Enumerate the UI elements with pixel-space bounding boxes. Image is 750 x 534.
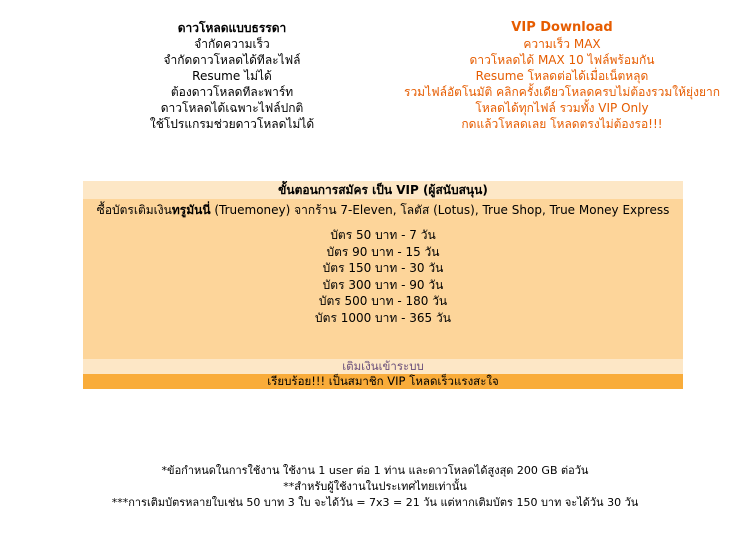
note-line: *ข้อกำหนดในการใช้งาน ใช้งาน 1 user ต่อ 1 ท่าน และดาวโหลดได้สูงสุด 200 GB ต่อวัน — [161, 464, 589, 477]
note-line: **สำหรับผู้ใช้งานในประเทศไทยเท่านั้น — [283, 480, 467, 493]
truemoney-brand: ทรูมันนี่ — [171, 203, 211, 217]
free-feature-item: จำกัดดาวโหลดได้ทีละไฟล์ — [163, 53, 301, 67]
signup-steps-body — [83, 199, 683, 359]
price-item: บัตร 1000 บาท - 365 วัน — [315, 310, 451, 325]
vip-feature-item: ความเร็ว MAX — [523, 37, 601, 51]
free-feature-item: Resume ไม่ได้ — [192, 69, 272, 83]
free-feature-item: จำกัดความเร็ว — [194, 37, 270, 51]
free-download-column — [82, 20, 382, 132]
vip-feature-item: ดาวโหลดได้ MAX 10 ไฟล์พร้อมกัน — [469, 53, 655, 67]
free-feature-item: ใช้โปรแกรมช่วยดาวโหลดไม่ได้ — [149, 117, 315, 131]
signup-steps-header: ขั้นตอนการสมัคร เป็น VIP (ผู้สนับสนุน) — [83, 181, 683, 199]
vip-signup-steps — [83, 181, 683, 389]
buy-card-instruction — [83, 201, 683, 219]
vip-feature-item: กดแล้วโหลดเลย โหลดตรงไม่ต้องรอ!!! — [461, 117, 663, 131]
free-feature-item: ดาวโหลดได้เฉพาะไฟล์ปกติ — [160, 101, 304, 115]
price-item: บัตร 90 บาท - 15 วัน — [326, 244, 440, 259]
buy-suffix: (Truemoney) จากร้าน 7-Eleven, โลตัส (Lotus), True Shop, True Money Express — [210, 203, 670, 217]
price-item: บัตร 500 บาท - 180 วัน — [318, 294, 448, 308]
price-item: บัตร 50 บาท - 7 วัน — [330, 228, 436, 242]
price-list — [83, 227, 683, 326]
vip-feature-item: โหลดได้ทุกไฟล์ รวมทั้ง VIP Only — [475, 101, 649, 115]
price-item: บัตร 300 บาท - 90 วัน — [322, 277, 444, 292]
note-line: ***การเติมบัตรหลายใบเช่น 50 บาท 3 ใบ จะได้วัน = 7x3 = 21 วัน แต่หากเติมบัตร 150 บาท จะได้วัน 30 วัน — [111, 496, 639, 509]
vip-download-column — [390, 20, 734, 132]
free-download-title: ดาวโหลดแบบธรรดา — [177, 21, 287, 35]
topup-step: เติมเงินเข้าระบบ — [83, 359, 683, 374]
done-step: เรียบร้อย!!! เป็นสมาชิก VIP โหลดเร็วแรงสะใจ — [83, 374, 683, 389]
terms-notes — [60, 463, 690, 511]
vip-download-title: VIP Download — [511, 20, 613, 35]
vip-feature-item: รวมไฟล์อัตโนมัติ คลิกครั้งเดียวโหลดครบไม่ต้องรวมให้ยุ่งยาก — [404, 85, 720, 99]
free-feature-item: ต้องดาวโหลดทีละพาร์ท — [170, 85, 294, 99]
price-item: บัตร 150 บาท - 30 วัน — [322, 261, 444, 275]
vip-feature-item: Resume โหลดต่อได้เมื่อเน็ตหลุด — [475, 69, 649, 83]
buy-prefix: ซื้อบัตรเติมเงิน — [96, 203, 172, 217]
